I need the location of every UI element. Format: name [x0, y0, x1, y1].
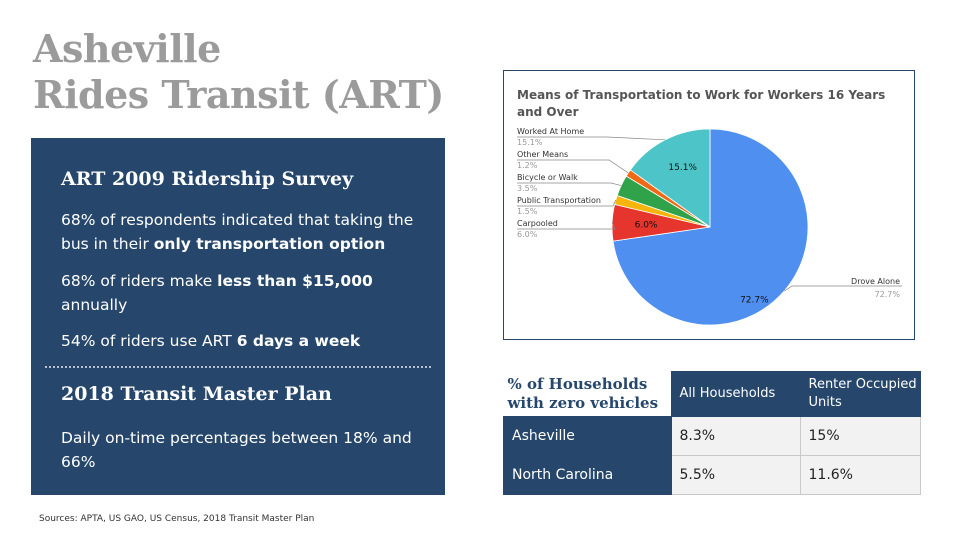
chart-title-line-1: Means of Transportation to Work for Workers 16 Years: [517, 88, 886, 102]
pie-chart-svg: [504, 71, 914, 339]
ridership-panel: [31, 138, 445, 495]
legend-value: 3.5%: [517, 184, 538, 193]
row-label: Asheville: [504, 416, 672, 455]
chart-title-line-2: and Over: [517, 105, 579, 119]
survey-item-1-emphasis: only transportation option: [153, 235, 386, 253]
section-divider: [45, 366, 431, 368]
survey-item-3-emphasis: 6 days a week: [236, 332, 361, 350]
legend-value: 1.2%: [517, 161, 538, 170]
legend-label: Worked At Home: [517, 127, 585, 136]
survey-item-2: 68% of riders make less than $15,000 annually: [61, 272, 373, 314]
legend-label: Other Means: [517, 150, 569, 159]
table-cell: 5.5%: [671, 455, 800, 494]
legend-value: 72.7%: [874, 290, 900, 299]
table-row: [504, 416, 921, 455]
slice-value-label: 72.7%: [740, 295, 769, 306]
table-row: [504, 455, 921, 494]
survey-item-3: 54% of riders use ART 6 days a week: [61, 332, 361, 350]
zero-vehicle-table: [503, 371, 921, 495]
legend-value: 6.0%: [517, 230, 538, 239]
sources-note: Sources: APTA, US GAO, US Census, 2018 Transit Master Plan: [39, 514, 315, 524]
legend-label: Drove Alone: [851, 277, 900, 286]
slice-value-label: 6.0%: [634, 220, 658, 231]
plan-text: Daily on-time percentages between 18% and 66%: [61, 429, 412, 471]
slice-value-label: 15.1%: [668, 162, 697, 173]
table-cell: 15%: [800, 416, 920, 455]
survey-item-1: 68% of respondents indicated that taking the bus in their only transportation option: [61, 211, 414, 253]
table-title: % of Households with zero vehicles: [504, 372, 672, 417]
column-header-all-households: All Households: [671, 372, 800, 417]
legend-label: Bicycle or Walk: [517, 173, 578, 182]
title-line-2: Rides Transit (ART): [33, 72, 444, 117]
plan-heading: 2018 Transit Master Plan: [61, 383, 332, 405]
row-label: North Carolina: [504, 455, 672, 494]
title-line-1: Asheville: [33, 26, 221, 71]
legend-value: 15.1%: [517, 138, 543, 147]
slide-title: [33, 26, 444, 118]
legend-label: Public Transportation: [517, 196, 601, 205]
survey-heading: ART 2009 Ridership Survey: [61, 168, 354, 190]
legend-label: Carpooled: [517, 219, 558, 228]
survey-item-2-emphasis: less than $15,000: [217, 272, 373, 290]
column-header-renter-occupied: Renter Occupied Units: [800, 372, 920, 417]
legend-value: 1.5%: [517, 207, 538, 216]
table-cell: 11.6%: [800, 455, 920, 494]
pie-chart: [503, 70, 915, 340]
table-cell: 8.3%: [671, 416, 800, 455]
